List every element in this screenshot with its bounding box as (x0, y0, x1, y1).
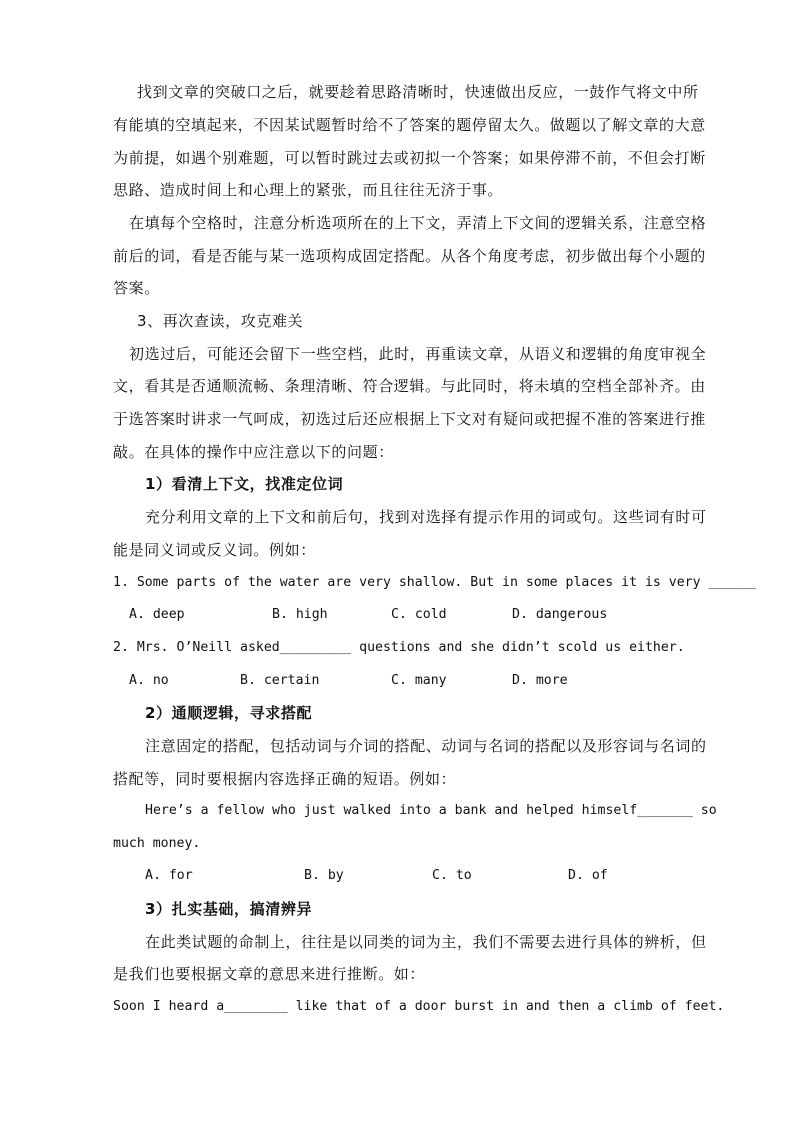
answer-option: D. more (512, 673, 568, 688)
paragraph-line: 搭配等，同时要根据内容选择正确的短语。例如： (113, 770, 457, 788)
example-question: Soon I heard a________ like that of a door burst in and then a climb of feet. (113, 999, 725, 1014)
paragraph-line: 找到文章的突破口之后，就要趁着思路清晰时，快速做出反应，一鼓作气将文中所 (137, 83, 699, 101)
answer-option: B. by (304, 868, 344, 883)
answer-option: C. cold (391, 607, 447, 622)
subheading: 3）扎实基础，搞清辨异 (145, 900, 313, 918)
subheading: 2）通顺逻辑，寻求搭配 (145, 704, 313, 722)
paragraph-line: 注意固定的搭配，包括动词与介词的搭配、动词与名词的搭配以及形容词与名词的 (145, 737, 707, 755)
paragraph-line: 充分利用文章的上下文和前后句，找到对选择有提示作用的词或句。这些词有时可 (145, 508, 707, 526)
answer-option: C. to (432, 868, 472, 883)
answer-option: A. no (129, 673, 169, 688)
answer-option: B. high (272, 607, 328, 622)
paragraph-line: 于选答案时讲求一气呵成，初选过后还应根据上下文对有疑问或把握不准的答案进行推 (113, 410, 706, 428)
paragraph-line: 能是同义词或反义词。例如： (113, 541, 316, 559)
example-question: 1. Some parts of the water are very shallow. But in some places it is very ______ (113, 575, 757, 590)
paragraph-line: 在填每个空格时，注意分析选项所在的上下文，弄清上下文间的逻辑关系，注意空格 (129, 214, 707, 232)
paragraph-line: 思路、造成时间上和心理上的紧张，而且往往无济于事。 (113, 181, 504, 199)
subheading: 1）看清上下文，找准定位词 (145, 475, 344, 493)
paragraph-line: 在此类试题的命制上，往往是以同类的词为主，我们不需要去进行具体的辨析，但 (145, 933, 707, 951)
paragraph-line: 文，看其是否通顺流畅、条理清晰、符合逻辑。与此同时，将未填的空档全部补齐。由 (113, 377, 706, 395)
example-question: 2. Mrs. O’Neill asked_________ questions and she didn’t scold us either. (113, 640, 685, 655)
answer-option: B. certain (240, 673, 320, 688)
example-question: Here’s a fellow who just walked into a bank and helped himself_______ so (145, 803, 717, 818)
paragraph-line: 是我们也要根据文章的意思来进行推断。如： (113, 965, 426, 983)
section-heading: 3、再次查读，攻克难关 (137, 312, 304, 330)
paragraph-line: 有能填的空填起来，不因某试题暂时给不了答案的题停留太久。做题以了解文章的大意 (113, 116, 706, 134)
answer-option: C. many (391, 673, 447, 688)
answer-option: A. deep (129, 607, 185, 622)
paragraph-line: 前后的词，看是否能与某一选项构成固定搭配。从各个角度考虑，初步做出每个小题的 (113, 247, 706, 265)
paragraph-line: 敲。在具体的操作中应注意以下的问题： (113, 443, 394, 461)
answer-option: D. of (568, 868, 608, 883)
answer-option: A. for (145, 868, 193, 883)
paragraph-line: 答案。 (113, 279, 160, 297)
answer-option: D. dangerous (512, 607, 608, 622)
paragraph-line: 为前提，如遇个别难题，可以暂时跳过去或初拟一个答案；如果停滞不前，不但会打断 (113, 149, 706, 167)
example-question: much money. (113, 836, 201, 851)
paragraph-line: 初选过后，可能还会留下一些空档，此时，再重读文章，从语义和逻辑的角度审视全 (129, 345, 707, 363)
